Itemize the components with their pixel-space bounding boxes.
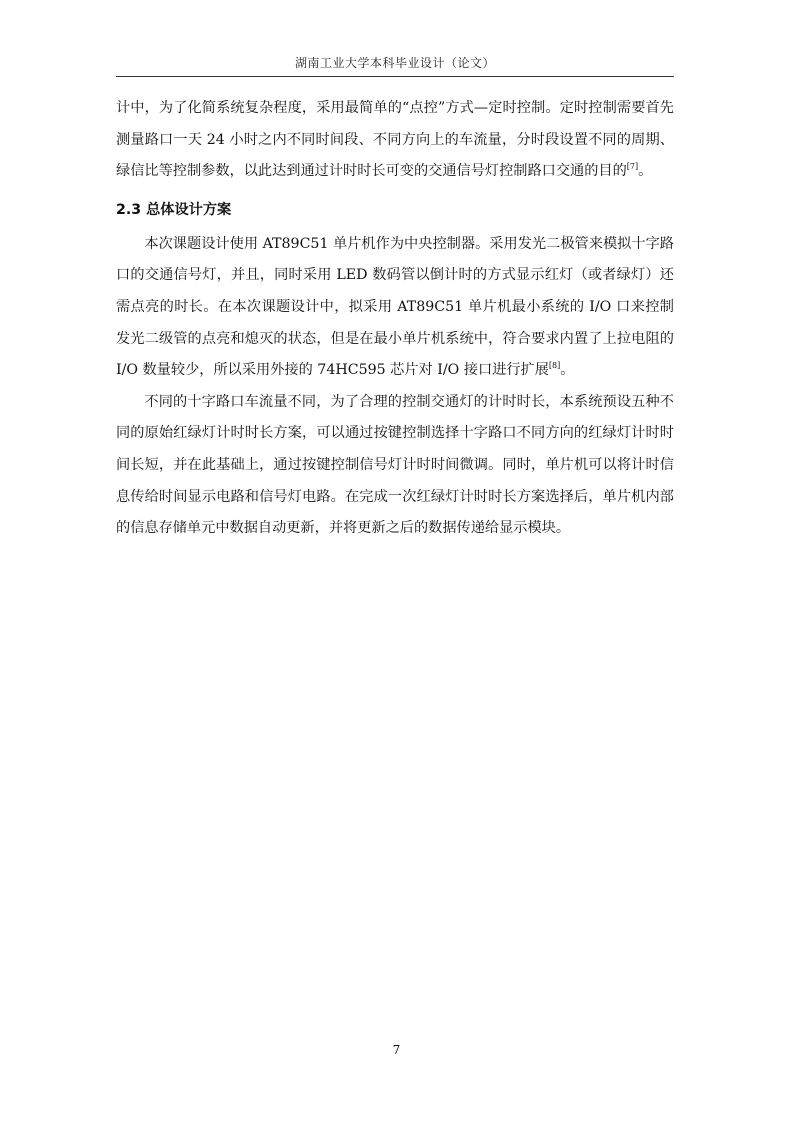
paragraph-2-end: 。 [560, 362, 575, 379]
body-text [116, 93, 674, 545]
citation-8: [8] [548, 361, 561, 371]
citation-7: [7] [626, 162, 639, 172]
section-heading: 2.3 总体设计方案 [116, 201, 232, 218]
paragraph-1-end: 。 [638, 163, 653, 180]
paragraph-1-text: 计中，为了化简系统复杂程度，采用最简单的“点控”方式—定时控制。定时控制需要首先测量路口一天 24 小时之内不同时间段、不同方向上的车流量，分时段设置不同的周期、绿信比等控制参数，以此达到通过计时时长可变的交通信号灯控制路口交通的目的 [116, 100, 674, 180]
page-number: 7 [392, 1043, 401, 1057]
paragraph-3: 不同的十字路口车流量不同，为了合理的控制交通灯的计时时长，本系统预设五种不同的原始红绿灯计时时长方案，可以通过按键控制选择十字路口不同方向的红绿灯计时时间长短，并在此基础上，通过按键控制信号灯计时时间微调。同时，单片机可以将计时信息传给时间显示电路和信号灯电路。在完成一次红绿灯计时时长方案选择后，单片机内部的信息存储单元中数据自动更新，并将更新之后的数据传递给显示模块。 [116, 393, 674, 537]
header-rule [116, 76, 674, 77]
paragraph-1 [116, 93, 674, 188]
page-header: 湖南工业大学本科毕业设计（论文） [294, 56, 495, 70]
paragraph-2 [116, 229, 674, 387]
paragraph-2-text: 本次课题设计使用 AT89C51 单片机作为中央控制器。采用发光二极管来模拟十字路口的交通信号灯，并且，同时采用 LED 数码管以倒计时的方式显示红灯（或者绿灯）还需点亮的时长。在本次课题设计中，拟采用 AT89C51 单片机最小系统的 I/O 口来控制发光二级管的点亮和熄灭的状态，但是在最小单片机系统中，符合要求内置了上拉电阻的 I/O 数量较少，所以采用外接的 74HC595 芯片对 I/O 接口进行扩展 [116, 235, 674, 379]
